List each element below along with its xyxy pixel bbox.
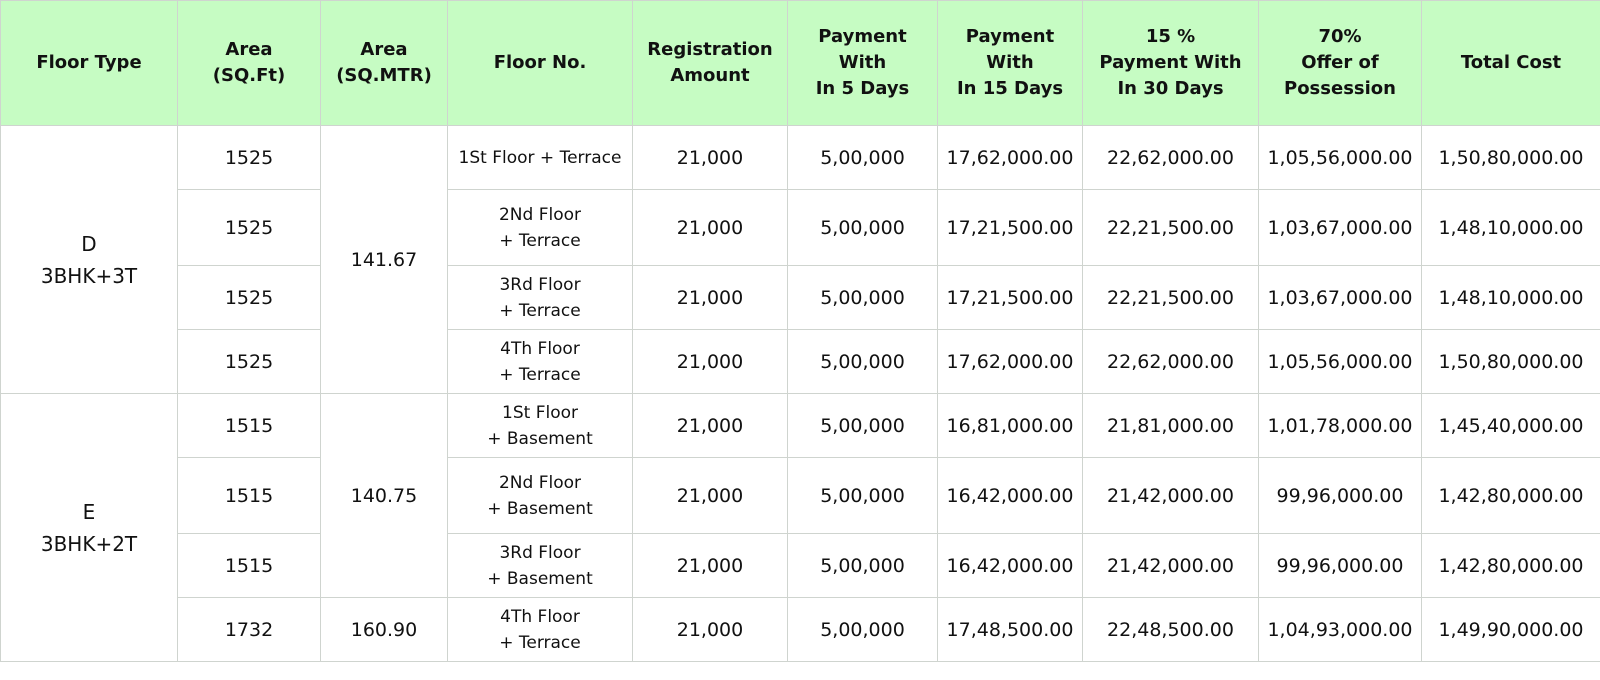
possession-cell: 1,05,56,000.00: [1259, 126, 1422, 190]
header-payment-30-days: 15 % Payment With In 30 Days: [1083, 1, 1259, 126]
table-body: [1, 126, 1600, 662]
registration-cell: 21,000: [633, 330, 788, 394]
table-row: [1, 190, 1600, 266]
floor-type-cell: E 3BHK+2T: [1, 394, 178, 662]
possession-cell: 99,96,000.00: [1259, 458, 1422, 534]
registration-cell: 21,000: [633, 458, 788, 534]
area-sqmtr-cell: 160.90: [321, 598, 448, 662]
header-area-sqft: Area (SQ.Ft): [178, 1, 321, 126]
area-sqft-cell: 1525: [178, 126, 321, 190]
header-registration: Registration Amount: [633, 1, 788, 126]
registration-cell: 21,000: [633, 534, 788, 598]
table-row: [1, 126, 1600, 190]
floor-no-cell: 3Rd Floor + Basement: [448, 534, 633, 598]
header-payment-5-days: Payment With In 5 Days: [788, 1, 938, 126]
possession-cell: 1,05,56,000.00: [1259, 330, 1422, 394]
possession-cell: 1,03,67,000.00: [1259, 266, 1422, 330]
header-payment-15-days: Payment With In 15 Days: [938, 1, 1083, 126]
total-cost-cell: 1,49,90,000.00: [1422, 598, 1600, 662]
payment-15-cell: 17,62,000.00: [938, 330, 1083, 394]
registration-cell: 21,000: [633, 190, 788, 266]
area-sqft-cell: 1525: [178, 330, 321, 394]
possession-cell: 99,96,000.00: [1259, 534, 1422, 598]
area-sqmtr-cell: 141.67: [321, 126, 448, 394]
payment-30-cell: 22,21,500.00: [1083, 266, 1259, 330]
registration-cell: 21,000: [633, 126, 788, 190]
floor-no-cell: 2Nd Floor + Basement: [448, 458, 633, 534]
payment-5-cell: 5,00,000: [788, 266, 938, 330]
header-total-cost: Total Cost: [1422, 1, 1600, 126]
payment-5-cell: 5,00,000: [788, 598, 938, 662]
payment-30-cell: 22,48,500.00: [1083, 598, 1259, 662]
possession-cell: 1,04,93,000.00: [1259, 598, 1422, 662]
total-cost-cell: 1,50,80,000.00: [1422, 126, 1600, 190]
payment-5-cell: 5,00,000: [788, 534, 938, 598]
payment-5-cell: 5,00,000: [788, 190, 938, 266]
header-floor-type: Floor Type: [1, 1, 178, 126]
payment-30-cell: 22,62,000.00: [1083, 330, 1259, 394]
payment-5-cell: 5,00,000: [788, 458, 938, 534]
payment-5-cell: 5,00,000: [788, 330, 938, 394]
payment-30-cell: 22,21,500.00: [1083, 190, 1259, 266]
registration-cell: 21,000: [633, 394, 788, 458]
floor-no-cell: 3Rd Floor + Terrace: [448, 266, 633, 330]
header-possession: 70% Offer of Possession: [1259, 1, 1422, 126]
payment-5-cell: 5,00,000: [788, 394, 938, 458]
area-sqft-cell: 1515: [178, 534, 321, 598]
total-cost-cell: 1,48,10,000.00: [1422, 266, 1600, 330]
payment-30-cell: 22,62,000.00: [1083, 126, 1259, 190]
payment-15-cell: 17,21,500.00: [938, 266, 1083, 330]
header-floor-no: Floor No.: [448, 1, 633, 126]
payment-15-cell: 17,21,500.00: [938, 190, 1083, 266]
total-cost-cell: 1,42,80,000.00: [1422, 534, 1600, 598]
possession-cell: 1,01,78,000.00: [1259, 394, 1422, 458]
area-sqft-cell: 1732: [178, 598, 321, 662]
floor-no-cell: 4Th Floor + Terrace: [448, 330, 633, 394]
possession-cell: 1,03,67,000.00: [1259, 190, 1422, 266]
payment-15-cell: 17,48,500.00: [938, 598, 1083, 662]
payment-5-cell: 5,00,000: [788, 126, 938, 190]
table-row: [1, 266, 1600, 330]
header-area-sqmtr: Area (SQ.MTR): [321, 1, 448, 126]
payment-15-cell: 16,42,000.00: [938, 534, 1083, 598]
floor-type-cell: D 3BHK+3T: [1, 126, 178, 394]
table-row: [1, 598, 1600, 662]
floor-no-cell: 4Th Floor + Terrace: [448, 598, 633, 662]
registration-cell: 21,000: [633, 598, 788, 662]
payment-30-cell: 21,42,000.00: [1083, 534, 1259, 598]
payment-15-cell: 16,81,000.00: [938, 394, 1083, 458]
registration-cell: 21,000: [633, 266, 788, 330]
area-sqft-cell: 1515: [178, 394, 321, 458]
payment-15-cell: 17,62,000.00: [938, 126, 1083, 190]
total-cost-cell: 1,48,10,000.00: [1422, 190, 1600, 266]
payment-30-cell: 21,81,000.00: [1083, 394, 1259, 458]
floor-no-cell: 1St Floor + Basement: [448, 394, 633, 458]
table-row: [1, 534, 1600, 598]
table-row: [1, 330, 1600, 394]
table-row: [1, 394, 1600, 458]
table-row: [1, 458, 1600, 534]
area-sqft-cell: 1525: [178, 190, 321, 266]
payment-30-cell: 21,42,000.00: [1083, 458, 1259, 534]
floor-no-cell: 2Nd Floor + Terrace: [448, 190, 633, 266]
floor-no-cell: 1St Floor + Terrace: [448, 126, 633, 190]
area-sqft-cell: 1515: [178, 458, 321, 534]
total-cost-cell: 1,50,80,000.00: [1422, 330, 1600, 394]
area-sqmtr-cell: 140.75: [321, 394, 448, 598]
total-cost-cell: 1,45,40,000.00: [1422, 394, 1600, 458]
area-sqft-cell: 1525: [178, 266, 321, 330]
total-cost-cell: 1,42,80,000.00: [1422, 458, 1600, 534]
table-header: [1, 1, 1600, 126]
payment-15-cell: 16,42,000.00: [938, 458, 1083, 534]
